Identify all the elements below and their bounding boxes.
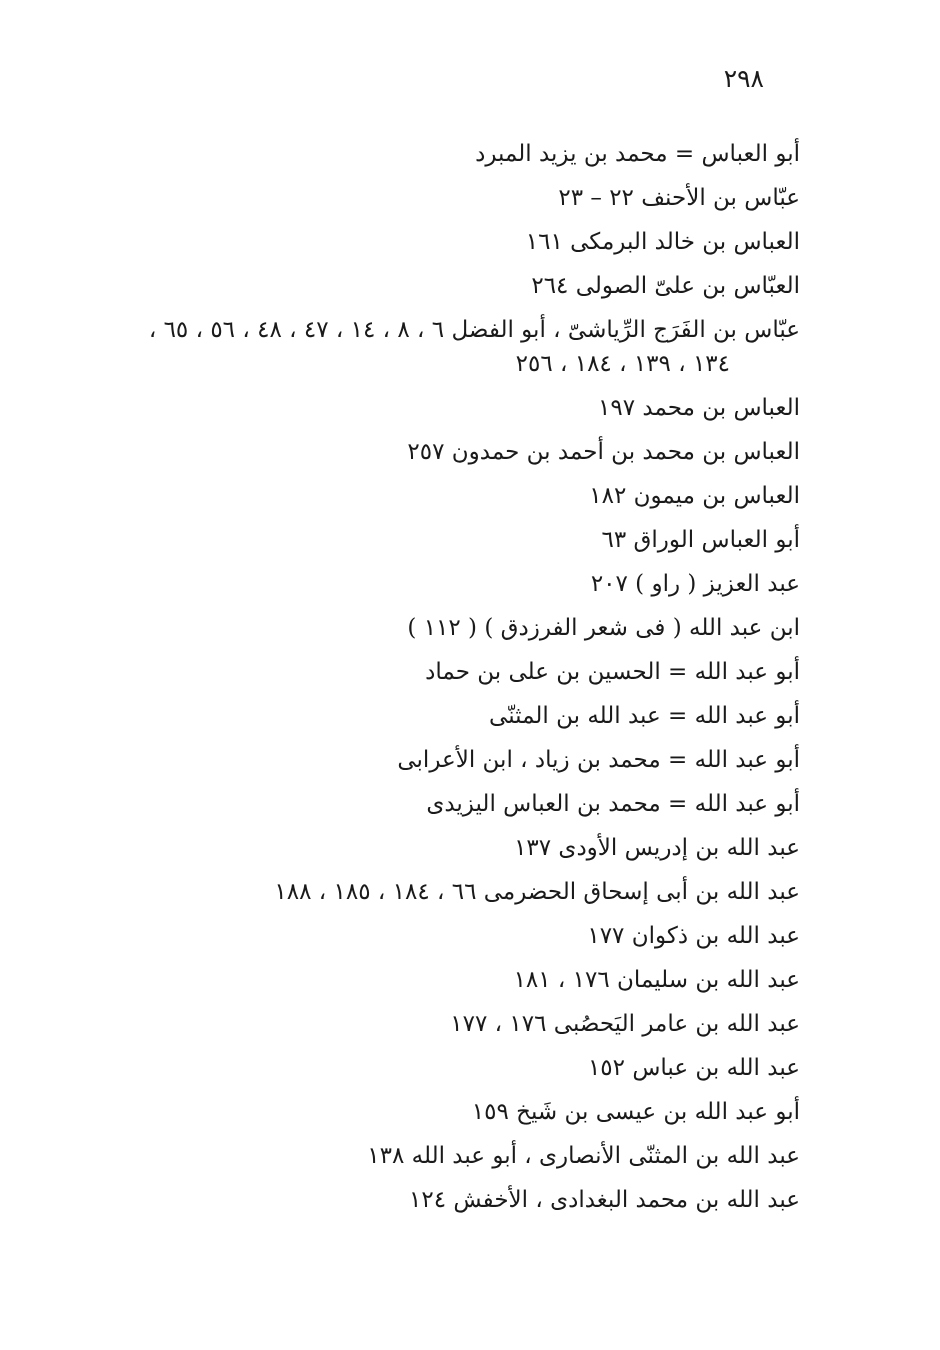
index-list <box>10 132 800 1222</box>
index-entry: عبّاس بن الأحنف ٢٢ – ٢٣ <box>558 185 800 211</box>
index-entry: أبو عبد الله = محمد بن العباس اليزيدى <box>426 791 800 817</box>
index-entry-continuation: ١٣٤ ، ١٣٩ ، ١٨٤ ، ٢٥٦ <box>515 351 730 377</box>
index-entry: عبد الله بن أبى إسحاق الحضرمى ٦٦ ، ١٨٤ ، ١٨٥ ، ١٨٨ <box>274 879 800 905</box>
index-entry: أبو العباس الوراق ٦٣ <box>601 527 800 553</box>
index-entry: عبد الله بن ذكوان ١٧٧ <box>587 923 800 949</box>
index-entry: العباس بن خالد البرمكى ١٦١ <box>525 229 800 255</box>
index-entry: أبو عبد الله بن عيسى بن شَيخ ١٥٩ <box>471 1099 800 1125</box>
index-entry: العبّاس بن علىّ الصولى ٢٦٤ <box>531 273 800 299</box>
index-entry: عبد الله بن محمد البغدادى ، الأخفش ١٢٤ <box>408 1187 800 1213</box>
index-entry: أبو عبد الله = محمد بن زياد ، ابن الأعرابى <box>397 747 800 773</box>
index-entry: عبد الله بن المثنّى الأنصارى ، أبو عبد الله ١٣٨ <box>367 1143 800 1169</box>
index-entry: ابن عبد الله ( فى شعر الفرزدق ) ( ١١٢ ) <box>407 615 800 641</box>
index-entry: العباس بن محمد ١٩٧ <box>598 395 800 421</box>
index-entry: العباس بن محمد بن أحمد بن حمدون ٢٥٧ <box>407 439 800 465</box>
index-entry: العباس بن ميمون ١٨٢ <box>589 483 800 509</box>
index-entry: أبو عبد الله = الحسين بن على بن حماد <box>425 659 800 685</box>
index-entry: عبد الله بن عباس ١٥٢ <box>587 1055 800 1081</box>
index-entry: عبد الله بن سليمان ١٧٦ ، ١٨١ <box>513 967 800 993</box>
index-entry: عبد العزيز ( راو ) ٢٠٧ <box>590 571 800 597</box>
index-entry: أبو العباس = محمد بن يزيد المبرد <box>475 141 800 167</box>
index-entry: عبد الله بن إدريس الأودى ١٣٧ <box>514 835 800 861</box>
index-entry: عبد الله بن عامر اليَحصُبى ١٧٦ ، ١٧٧ <box>450 1011 800 1037</box>
page-number: ٢٩٨ <box>723 64 764 93</box>
index-entry: عبّاس بن الفَرَج الرِّياشىّ ، أبو الفضل ٦ ، ٨ ، ١٤ ، ٤٧ ، ٤٨ ، ٥٦ ، ٦٥ ، <box>148 317 800 343</box>
index-entry: أبو عبد الله = عبد الله بن المثنّى <box>489 703 800 729</box>
